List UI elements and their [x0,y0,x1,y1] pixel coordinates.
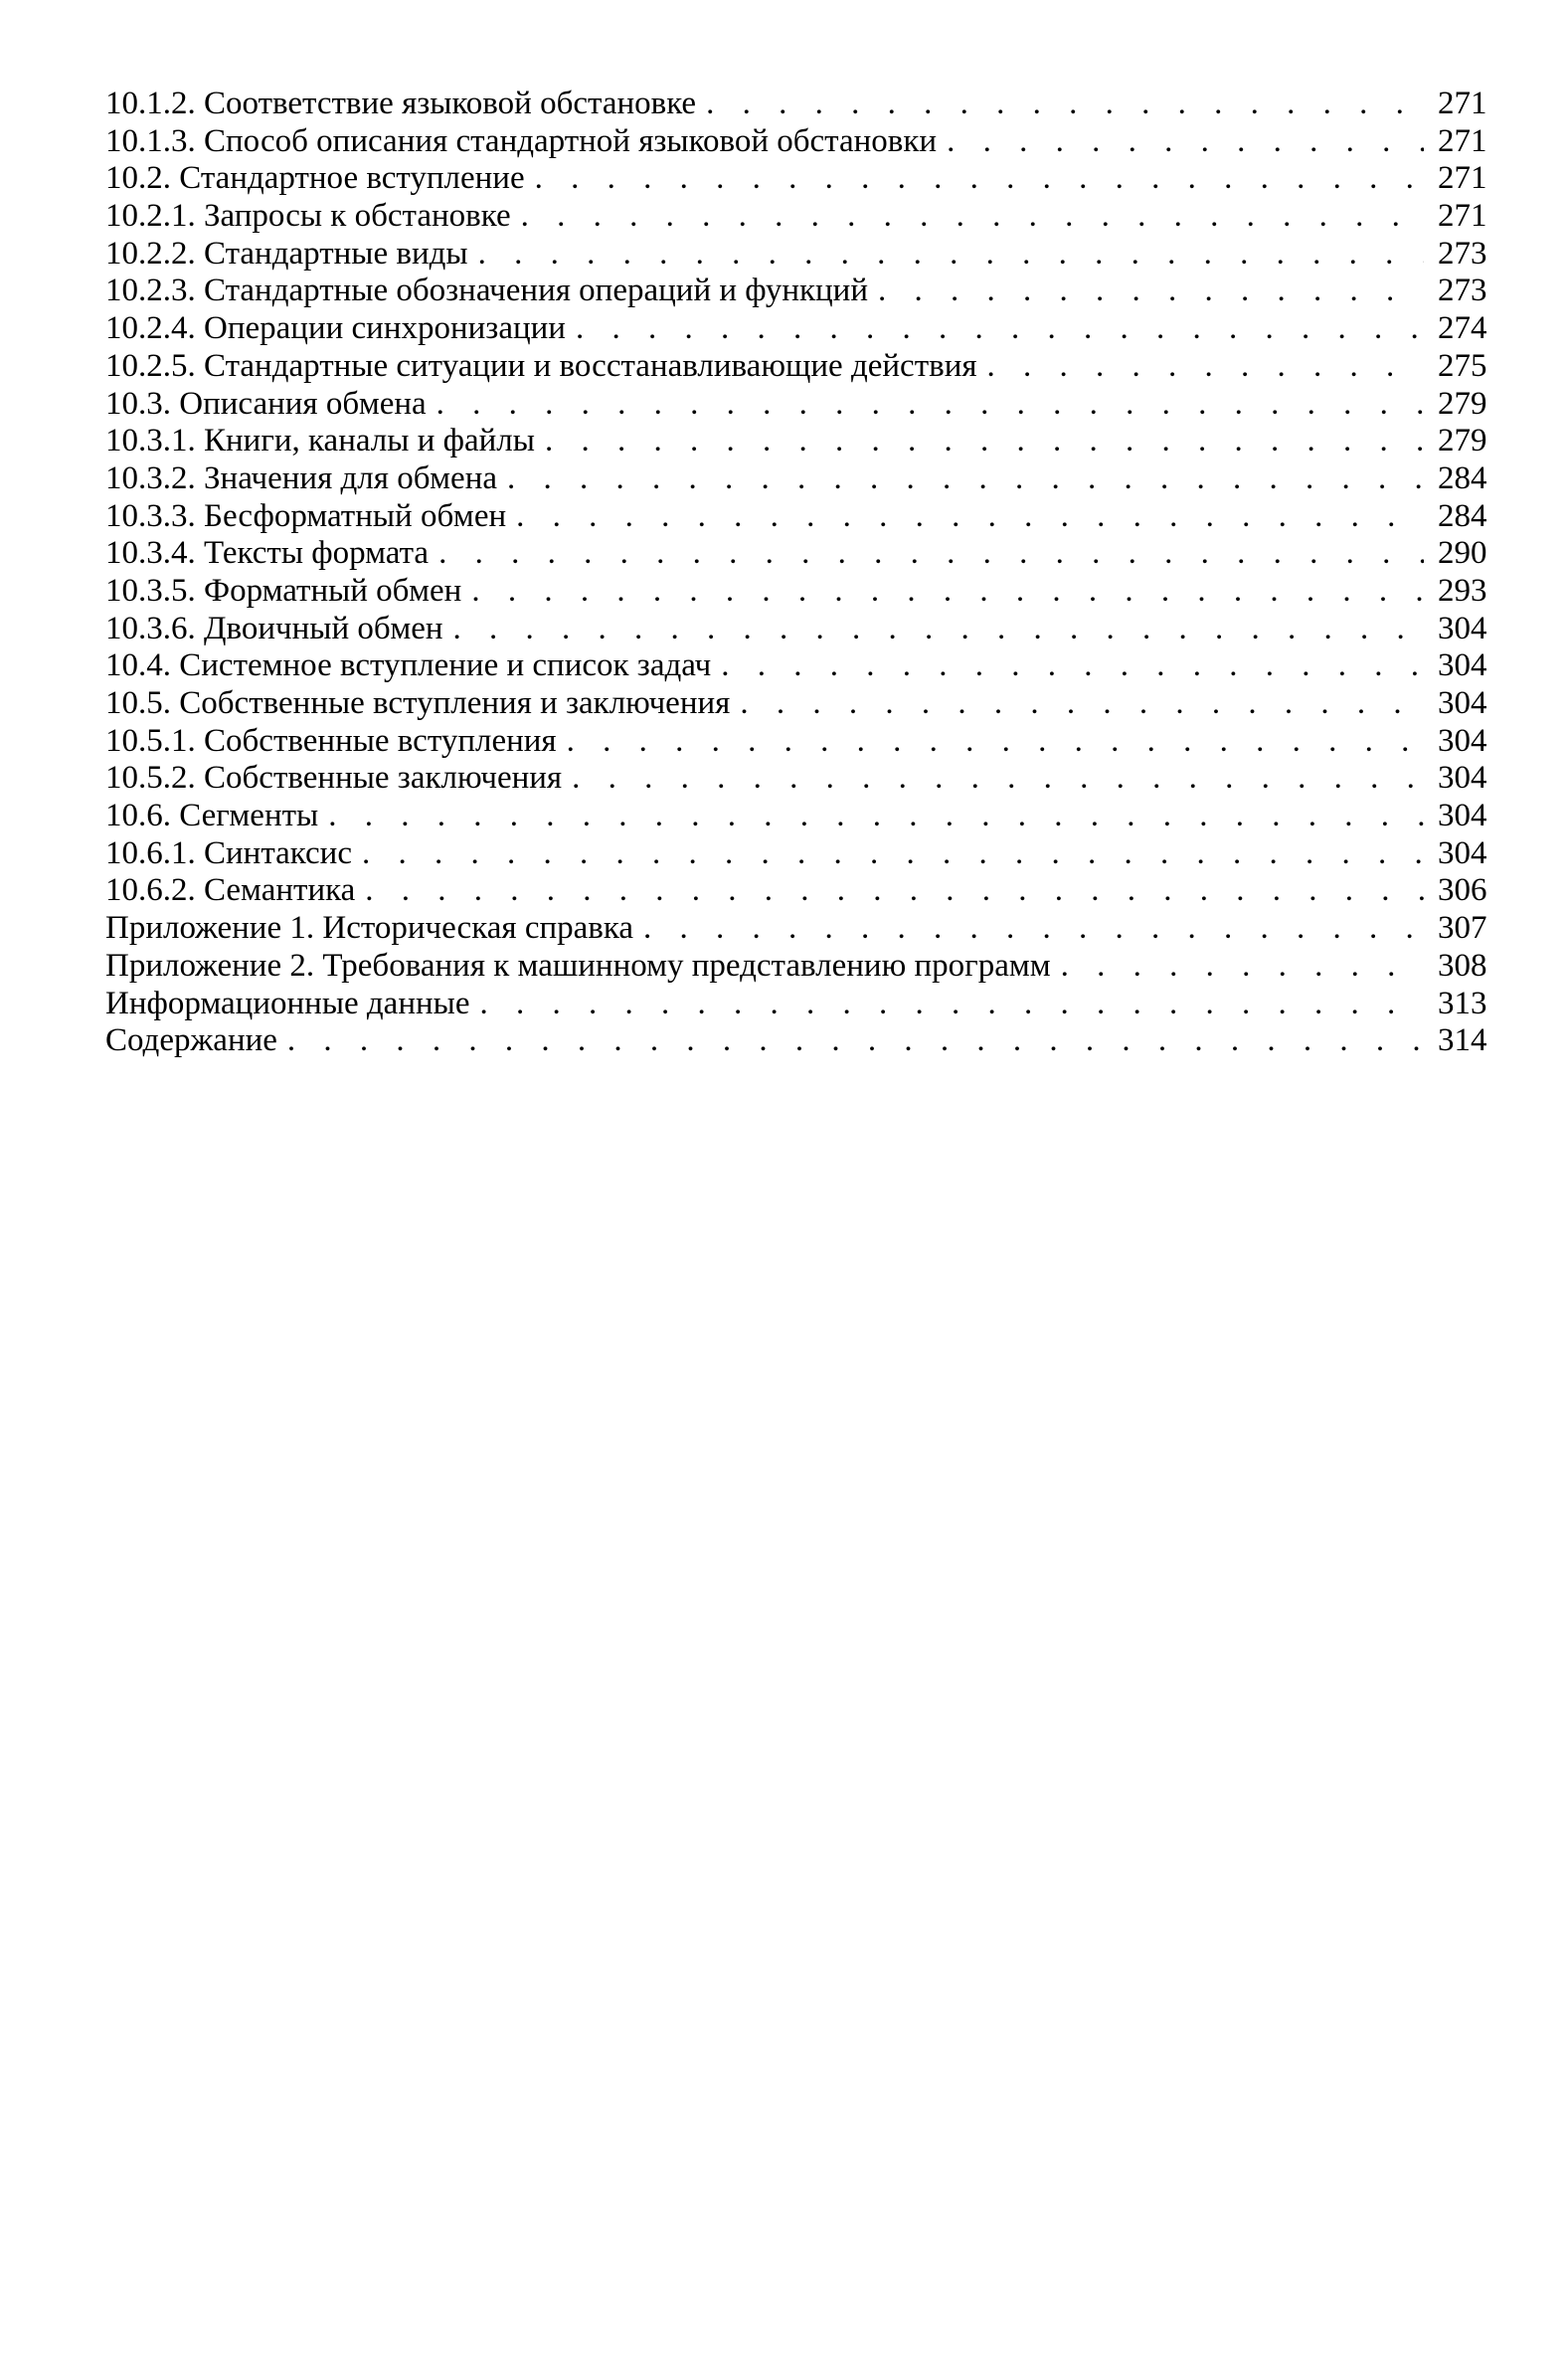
toc-entry-title: 10.5. Собственные вступления и заключения [105,685,731,721]
toc-entry-title: 10.2.5. Стандартные ситуации и восстанавливающие действия [105,347,977,384]
toc-entry-title: Приложение 1. Историческая справка [105,910,634,947]
toc-entry [105,986,1497,1023]
toc-entry [105,835,1497,873]
toc-entry-page: 274 [1438,310,1487,347]
dot-leader [567,723,1424,761]
dot-leader [721,647,1424,685]
toc-entry [105,647,1497,685]
toc-entry [105,198,1497,236]
toc-entry-title: 10.5.2. Собственные заключения [105,760,563,797]
toc-entry-page: 304 [1438,760,1487,797]
dot-leader [507,460,1424,498]
toc-entry-page: 279 [1438,385,1487,422]
dot-leader [740,685,1424,723]
toc-entry-page: 271 [1438,86,1487,121]
toc-entry-page: 273 [1438,235,1487,272]
toc-entry [105,685,1497,723]
toc-entry [105,160,1497,198]
toc-entry-page: 304 [1438,610,1487,646]
toc-entry-page: 313 [1438,985,1487,1021]
toc-entry [105,386,1497,424]
toc-entry-page: 304 [1438,798,1487,834]
toc-entry-page: 279 [1438,423,1487,459]
toc-entry-title: 10.3.5. Форматный обмен [105,572,462,609]
toc-entry-title: Информационные данные [105,985,470,1021]
dot-leader [572,760,1424,798]
toc-entry-title: 10.2.1. Запросы к обстановке [105,198,511,235]
toc-entry [105,611,1497,648]
dot-leader [365,872,1424,910]
toc-entry-title: 10.1.3. Способ описания стандартной языковой обстановки [105,122,938,159]
toc-entry-page: 304 [1438,834,1487,871]
dot-leader [478,236,1424,274]
toc-entry [105,498,1497,536]
toc-entry-title: 10.2.4. Операции синхронизации [105,310,566,347]
toc-entry-page: 284 [1438,459,1487,496]
toc-entry [105,910,1497,948]
toc-entry [105,310,1497,348]
dot-leader [576,310,1424,348]
dot-leader [362,835,1424,873]
toc-entry [105,948,1497,986]
toc-entry-page: 314 [1438,1022,1487,1059]
dot-leader [453,611,1424,648]
toc-entry-title: 10.6.1. Синтаксис [105,834,352,871]
toc-entry-page: 308 [1438,947,1487,984]
toc-entry [105,86,1497,123]
toc-entry-page: 307 [1438,910,1487,947]
dot-leader [521,198,1424,236]
toc-entry-page: 271 [1438,160,1487,197]
toc-entry [105,1022,1497,1060]
dot-leader [947,123,1424,161]
dot-leader [535,160,1424,198]
toc-entry-title: 10.1.2. Соответствие языковой обстановке [105,86,697,121]
toc-entry [105,123,1497,161]
toc-entry [105,460,1497,498]
toc-entry-page: 304 [1438,685,1487,721]
toc-entry-page: 271 [1438,198,1487,235]
toc-entry [105,760,1497,798]
toc-entry-title: 10.6.2. Семантика [105,872,356,909]
toc-entry [105,273,1497,310]
toc-entry-title: 10.2. Стандартное вступление [105,160,525,197]
dot-leader [1061,948,1424,986]
toc-entry-title: 10.2.2. Стандартные виды [105,235,468,272]
toc-entry [105,723,1497,761]
dot-leader [706,86,1424,123]
dot-leader [479,986,1424,1023]
dot-leader [328,798,1424,835]
toc-entry-title: 10.6. Сегменты [105,798,319,834]
toc-entry-page: 271 [1438,122,1487,159]
dot-leader [438,535,1424,573]
dot-leader [287,1022,1424,1060]
dot-leader [643,910,1424,948]
dot-leader [436,386,1424,424]
toc-entry [105,573,1497,611]
toc-entry-page: 273 [1438,273,1487,309]
toc-entry-title: 10.3.4. Тексты формата [105,535,430,572]
table-of-contents [105,86,1497,1060]
toc-entry-title: 10.2.3. Стандартные обозначения операций и функций [105,273,868,309]
toc-entry-page: 275 [1438,347,1487,384]
dot-leader [516,498,1424,536]
dot-leader [471,573,1424,611]
toc-entry-title: Приложение 2. Требования к машинному представлению программ [105,947,1051,984]
toc-entry [105,872,1497,910]
toc-entry-page: 290 [1438,535,1487,572]
toc-entry-page: 304 [1438,722,1487,759]
toc-entry-title: 10.4. Системное вступление и список задач [105,647,712,684]
dot-leader [987,348,1424,386]
toc-entry-title: 10.5.1. Собственные вступления [105,722,557,759]
toc-entry-title: Содержание [105,1022,277,1059]
toc-entry-page: 306 [1438,872,1487,909]
toc-entry-title: 10.3. Описания обмена [105,385,427,422]
toc-entry [105,798,1497,835]
toc-entry [105,535,1497,573]
toc-entry-title: 10.3.2. Значения для обмена [105,459,498,496]
toc-entry [105,348,1497,386]
toc-entry-title: 10.3.3. Бесформатный обмен [105,497,507,534]
toc-entry-title: 10.3.6. Двоичный обмен [105,610,443,646]
toc-entry [105,236,1497,274]
toc-entry-page: 304 [1438,647,1487,684]
dot-leader [545,423,1424,460]
toc-entry-page: 284 [1438,497,1487,534]
toc-entry-title: 10.3.1. Книги, каналы и файлы [105,423,535,459]
dot-leader [878,273,1424,310]
toc-entry [105,423,1497,460]
toc-entry-page: 293 [1438,572,1487,609]
